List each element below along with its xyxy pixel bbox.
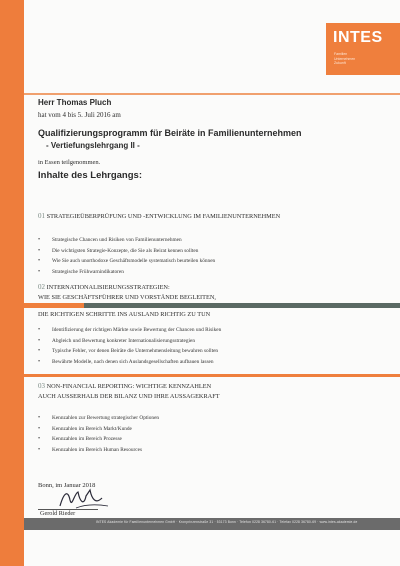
section-item-list bbox=[38, 235, 215, 277]
section-title-line: INTERNATIONALISIERUNGSSTRATEGIEN: bbox=[46, 284, 170, 291]
section-divider-accent bbox=[24, 374, 400, 377]
section-heading bbox=[38, 210, 280, 223]
list-item bbox=[38, 256, 215, 267]
bullet-icon: • bbox=[38, 358, 41, 365]
list-item-text: Strategische Chancen und Risiken von Familienunternehmen bbox=[52, 237, 182, 243]
logo-wordmark: INTES bbox=[333, 29, 383, 46]
list-item-text: Identifizierung der richtigen Märkte sowie Bewertung der Chancen und Risiken bbox=[52, 327, 222, 333]
signature-date: Bonn, im Januar 2018 bbox=[38, 482, 96, 489]
list-item-text: Wie Sie auch unorthodoxe Geschäftsmodelle systematisch beurteilen können bbox=[52, 258, 216, 264]
list-item-text: Abgleich und Bewertung konkreter Internationalisierungsstrategien bbox=[52, 337, 195, 344]
footer-address: INTES Akademie für Familienunternehmen GmbH · Kronprinzenstraße 31 · 53173 Bonn · Telefon 0228 36780-61 · Telefax 0228 36780-69 · www.intes-akademie.de bbox=[96, 520, 358, 524]
section-title-line: STRATEGIEÜBERPRÜFUNG UND -ENTWICKLUNG IM FAMILIENUNTERNEHMEN bbox=[46, 213, 281, 220]
list-item bbox=[38, 445, 159, 456]
attendance-text: hat vom 4 bis 5. Juli 2016 am bbox=[38, 111, 121, 119]
logo-tagline-line: Familien bbox=[334, 52, 348, 56]
list-item-text: Kennzahlen im Bereich Markt/Kunde bbox=[52, 425, 132, 432]
bullet-icon: • bbox=[38, 337, 41, 344]
program-title: Qualifizierungsprogramm für Beiräte in Familienunternehmen bbox=[38, 128, 302, 138]
program-subtitle: - Vertiefungslehrgang II - bbox=[46, 141, 140, 150]
section-title-line: NON-FINANCIAL REPORTING: WICHTIGE KENNZAHLEN bbox=[46, 383, 212, 390]
contents-heading: Inhalte des Lehrgangs: bbox=[38, 170, 142, 181]
list-item bbox=[38, 336, 221, 347]
list-item bbox=[38, 325, 221, 336]
section-number: 03 bbox=[38, 382, 45, 390]
logo-tagline-line: Zukunft bbox=[334, 61, 346, 65]
bullet-icon: • bbox=[38, 425, 41, 432]
recipient-name: Herr Thomas Pluch bbox=[38, 98, 112, 107]
list-item bbox=[38, 413, 159, 424]
list-item-text: Typische Fehler, vor denen Beiräte die Unternehmensleitung bewahren sollten bbox=[52, 348, 219, 354]
list-item-text: Bewährte Modelle, nach denen sich Auslandsgesellschaften aufbauen lassen bbox=[52, 358, 214, 365]
list-item bbox=[38, 434, 159, 445]
bullet-icon: • bbox=[38, 348, 41, 354]
bullet-icon: • bbox=[38, 327, 41, 333]
place-text: in Essen teilgenommen. bbox=[38, 159, 101, 166]
logo-tagline-line: Unternehmen bbox=[334, 56, 356, 61]
section-number: 01 bbox=[38, 212, 45, 220]
section-item-list bbox=[38, 325, 221, 367]
bullet-icon: • bbox=[38, 415, 41, 421]
logo-tagline bbox=[334, 52, 355, 66]
bullet-icon: • bbox=[38, 446, 41, 453]
bullet-icon: • bbox=[38, 268, 41, 275]
list-item bbox=[38, 357, 221, 368]
list-item bbox=[38, 235, 215, 246]
orange-side-band bbox=[0, 0, 24, 566]
signatory-name: Gerold Rieder bbox=[40, 510, 76, 517]
list-item bbox=[38, 346, 221, 357]
list-item-text: Kennzahlen im Bereich Prozesse bbox=[52, 436, 122, 442]
section-title-line: WIE SIE GESCHÄFTSFÜHRER UND VORSTÄNDE BEGLEITEN, bbox=[38, 294, 216, 301]
list-item bbox=[38, 267, 215, 278]
bullet-icon: • bbox=[38, 247, 41, 254]
header-divider bbox=[24, 93, 400, 95]
section-number: 02 bbox=[38, 283, 45, 291]
list-item bbox=[38, 246, 215, 257]
bullet-icon: • bbox=[38, 436, 41, 442]
list-item-text: Die wichtigsten Strategie-Konzepte, die Sie als Beirat kennen sollten bbox=[52, 247, 199, 254]
section-item-list bbox=[38, 413, 159, 455]
bullet-icon: • bbox=[38, 258, 41, 264]
section-title-line: DIE RICHTIGEN SCHRITTE INS AUSLAND RICHTIG ZU TUN bbox=[38, 311, 211, 318]
section-title-line: AUCH AUSSERHALB DER BILANZ UND IHRE AUSSAGEKRAFT bbox=[38, 393, 220, 400]
list-item-text: Kennzahlen im Bereich Human Resources bbox=[52, 446, 143, 453]
list-item-text: Kennzahlen zur Bewertung strategischer Optionen bbox=[52, 415, 160, 421]
bullet-icon: • bbox=[38, 237, 41, 243]
list-item bbox=[38, 424, 159, 435]
list-item-text: Strategische Frühwarnindikatoren bbox=[52, 268, 124, 275]
